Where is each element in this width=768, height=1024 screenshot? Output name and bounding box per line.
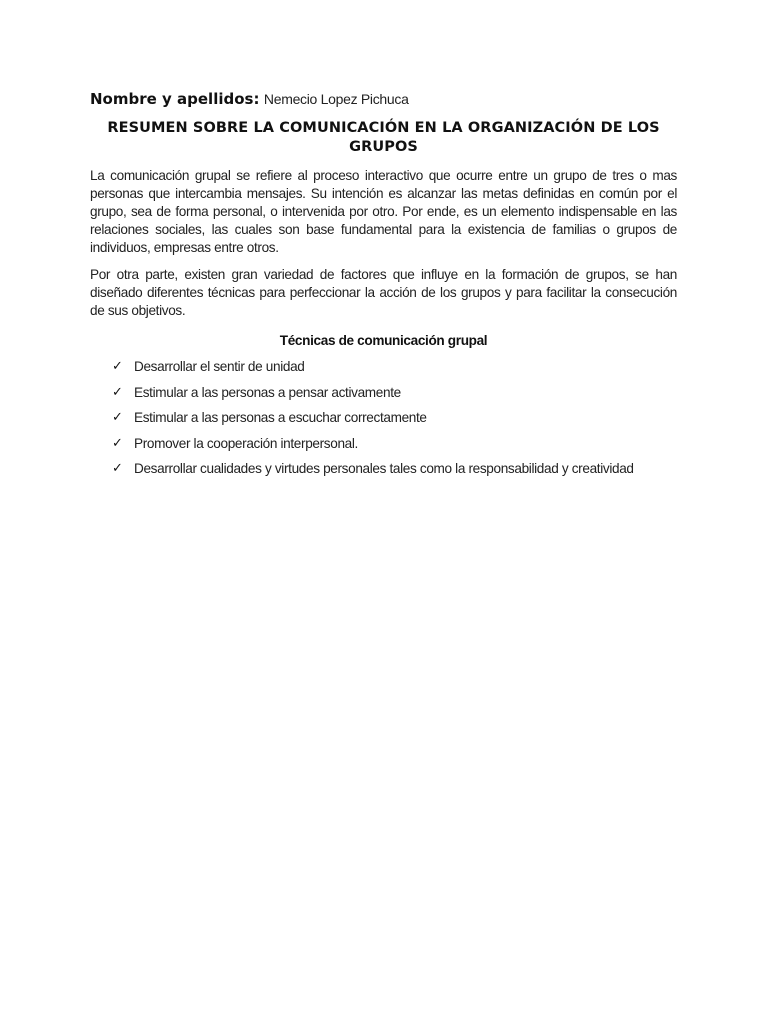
name-line [90, 88, 677, 111]
list-item [90, 435, 677, 453]
list-item [90, 358, 677, 376]
name-value: Nemecio Lopez Pichuca [263, 91, 409, 107]
list-item [90, 460, 677, 478]
techniques-list [90, 358, 677, 478]
check-mark-icon: ✓ [112, 384, 123, 400]
paragraph-intro: La comunicación grupal se refiere al proceso interactivo que ocurre entre un grupo de tres o mas personas que intercambia mensajes. Su intención es alcanzar las metas definidas en común por el grupo, sea de forma personal, o intervenida por otro. Por ende, es un elemento indispensable en las relaciones sociales, las cuales son base fundamental para la existencia de familias o grupos de individuos, empresas entre otros. [90, 168, 677, 255]
check-mark-icon: ✓ [112, 435, 123, 451]
check-mark-icon: ✓ [112, 461, 123, 476]
list-item-text: Estimular a las personas a pensar activamente [134, 384, 401, 400]
list-item-text: Desarrollar cualidades y virtudes personales tales como la responsabilidad y creatividad [134, 461, 634, 476]
list-item-text: Promover la cooperación interpersonal. [134, 435, 358, 451]
list-item [90, 409, 677, 427]
techniques-heading: Técnicas de comunicación grupal [279, 333, 488, 348]
name-label: Nombre y apellidos: [90, 90, 260, 108]
list-item [90, 384, 677, 402]
check-mark-icon: ✓ [112, 410, 123, 425]
document-title: RESUMEN SOBRE LA COMUNICACIÓN EN LA ORGANIZACIÓN DE LOS GRUPOS [107, 120, 660, 155]
list-item-text: Estimular a las personas a escuchar correctamente [134, 410, 427, 425]
list-item-text: Desarrollar el sentir de unidad [134, 359, 305, 374]
paragraph-factors: Por otra parte, existen gran variedad de factores que influye en la formación de grupos, se han diseñado diferentes técnicas para perfeccionar la acción de los grupos y para facilitar la consecución de sus objetivos. [90, 267, 677, 318]
check-mark-icon: ✓ [112, 359, 123, 374]
document-page [90, 88, 677, 486]
